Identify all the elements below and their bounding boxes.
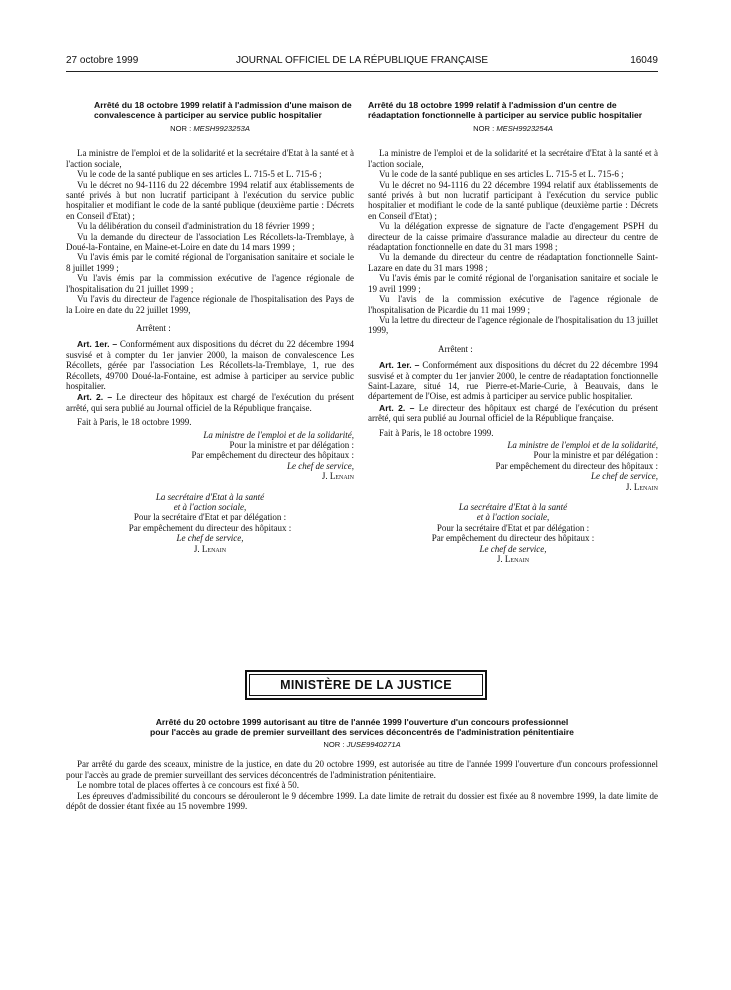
preamble-paragraph: Vu l'avis émis par le comité régional de l'organisation sanitaire et sociale le 8 juillet 1999 ;	[66, 252, 354, 273]
article-2-label: Art. 2. –	[379, 402, 415, 413]
signatory-name: J. Lenain	[625, 481, 658, 492]
arretent-heading: Arrêtent :	[438, 343, 473, 354]
preamble-paragraph: Vu le code de la santé publique en ses articles L. 715-5 et L. 715-6 ;	[379, 169, 624, 180]
ministry-heading: MINISTÈRE DE LA JUSTICE	[249, 674, 483, 696]
signature-block-secretary: La secrétaire d'Etat à la santé et à l'action sociale, Pour la secrétaire d'Etat et par délégation : Par empêchement du directeur des hôpitaux : Le chef de service, J. Lenain	[66, 492, 354, 554]
decree-title: Arrêté du 18 octobre 1999 relatif à l'admission d'une maison de convalescence à participer au service public hospitalier	[94, 100, 352, 120]
decree-paragraph: Par arrêté du garde des sceaux, ministre de la justice, en date du 20 octobre 1999, est autorisée au titre de l'année 1999 l'ouverture d'un concours professionnel pour l'accès au grade de premier surveillant des services déconcentrés de l'administration pénitentiaire.	[66, 759, 658, 780]
preamble-paragraph: Vu le code de la santé publique en ses articles L. 715-5 et L. 715-6 ;	[77, 169, 322, 180]
preamble-paragraph: Vu l'avis du directeur de l'agence régionale de l'hospitalisation des Pays de la Loire en date du 22 juillet 1999,	[66, 294, 354, 315]
article-1: Art. 1er. – Conformément aux dispositions du décret du 22 décembre 1994 susvisé et à compter du 1er janvier 2000, le centre de réadaptation fonctionnelle Saint-Lazare, situé 14, rue Pierre-et-Marie-Curie, à Beauvais, dans le département de l'Oise, est admis à participer au service public hospitalier.	[368, 360, 659, 402]
article-1-label: Art. 1er. –	[379, 360, 420, 371]
ministry-heading-box	[245, 670, 487, 700]
left-column-decree	[66, 100, 354, 554]
preamble-paragraph: Vu l'avis émis par la commission exécutive de l'agence régionale de l'hospitalisation du 21 juillet 1999 ;	[66, 273, 354, 294]
nor-code: JUSE9940271A	[346, 740, 401, 749]
article-1: Art. 1er. – Conformément aux dispositions du décret du 22 décembre 1994 susvisé et à compter du 1er janvier 2000, la maison de convalescence Les Récollets, gérée par l'association Les Récollets-la-Tremblaye, 1, rue des Récollets, 49700 Doué-la-Fontaine, est admise à participer au service public hospitalier.	[66, 339, 355, 391]
signatory-name: J. Lenain	[193, 543, 227, 554]
signature-block-minister: La ministre de l'emploi et de la solidarité, Pour la ministre et par délégation : Par empêchement du directeur des hôpitaux : Le chef de service, J. Lenain	[368, 440, 658, 492]
page-header	[66, 55, 658, 69]
nor-code: MESH9923254A	[496, 124, 553, 133]
signature-block-minister: La ministre de l'emploi et de la solidarité, Pour la ministre et par délégation : Par empêchement du directeur des hôpitaux : Le chef de service, J. Lenain	[66, 430, 354, 482]
nor-reference: NOR : MESH9923254A	[473, 124, 553, 133]
preamble-paragraph: Vu le décret no 94-1116 du 22 décembre 1994 relatif aux établissements de santé privés à but non lucratif participant à l'exécution du service public hospitalier et modifiant le code de la santé publique (deuxième partie : Décrets en Conseil d'Etat) ;	[66, 179, 354, 221]
article-2: Art. 2. – Le directeur des hôpitaux est chargé de l'exécution du présent arrêté, qui sera publié au Journal officiel de la République française.	[66, 392, 355, 413]
justice-decree	[66, 717, 658, 811]
nor-reference: NOR : JUSE9940271A	[323, 740, 401, 749]
article-1-label: Art. 1er. –	[77, 339, 118, 350]
header-page-number: 16049	[630, 55, 658, 66]
preamble-paragraph: La ministre de l'emploi et de la solidarité et la secrétaire d'Etat à la santé et à l'action sociale,	[368, 148, 658, 169]
article-2-label: Art. 2. –	[77, 392, 113, 403]
signatory-name: J. Lenain	[321, 471, 354, 482]
preamble-paragraph: Vu la demande du directeur de l'association Les Récollets-la-Tremblaye, à Doué-la-Fontaine, en Maine-et-Loire en date du 14 mars 1999 ;	[66, 231, 354, 253]
article-2: Art. 2. – Le directeur des hôpitaux est chargé de l'exécution du présent arrêté, qui sera publié au Journal officiel de la République française.	[368, 402, 659, 424]
preamble-paragraph: Vu la délibération du conseil d'administration du 18 février 1999 ;	[77, 221, 315, 232]
preamble-paragraph: Vu la demande du directeur du centre de réadaptation fonctionnelle Saint-Lazare en date du 31 mars 1998 ;	[368, 252, 658, 273]
nor-reference: NOR : MESH9923253A	[170, 124, 250, 133]
decree-title-line: Arrêté du 20 octobre 1999 autorisant au titre de l'année 1999 l'ouverture d'un concours professionnel	[155, 717, 569, 727]
header-rule	[66, 71, 658, 72]
preamble-paragraph: Vu la délégation expresse de signature de l'acte d'engagement PSPH du directeur de la caisse primaire d'assurance maladie au directeur du centre de réadaptation fonctionnelle en date du 31 mars 1998 ;	[368, 221, 658, 253]
header-date: 27 octobre 1999	[66, 55, 139, 66]
header-journal-title: JOURNAL OFFICIEL DE LA RÉPUBLIQUE FRANÇAISE	[235, 55, 489, 66]
decree-title: Arrêté du 18 octobre 1999 relatif à l'admission d'un centre de réadaptation fonctionnelle à participer au service public hospitalier	[368, 100, 643, 120]
signing-place-date: Fait à Paris, le 18 octobre 1999.	[379, 427, 494, 438]
right-column-decree	[368, 100, 658, 564]
decree-paragraph: Le nombre total de places offertes à ce concours est fixé à 50.	[77, 780, 299, 791]
preamble-paragraph: Vu l'avis de la commission exécutive de l'agence régionale de l'hospitalisation de Picardie du 11 mai 1999 ;	[368, 294, 658, 315]
decree-paragraph: Les épreuves d'admissibilité du concours se dérouleront le 9 décembre 1999. La date limite de retrait du dossier est fixée au 8 novembre 1999, la date limite de dépôt de dossier étant fixée au 15 novembre 1999.	[66, 790, 658, 812]
signature-block-secretary: La secrétaire d'Etat à la santé et à l'action sociale, Pour la secrétaire d'Etat et par délégation : Par empêchement du directeur des hôpitaux : Le chef de service, J. Lenain	[368, 502, 658, 564]
signing-place-date: Fait à Paris, le 18 octobre 1999.	[77, 417, 192, 428]
nor-code: MESH9923253A	[193, 124, 250, 133]
preamble-paragraph: La ministre de l'emploi et de la solidarité et la secrétaire d'Etat à la santé et à l'action sociale,	[66, 148, 354, 169]
preamble-paragraph: Vu la lettre du directeur de l'agence régionale de l'hospitalisation du 13 juillet 1999,	[368, 314, 658, 336]
signatory-name: J. Lenain	[496, 554, 530, 565]
decree-title-line: pour l'accès au grade de premier surveillant des services déconcentrés de l'administration pénitentiaire	[150, 727, 574, 737]
arretent-heading: Arrêtent :	[136, 322, 171, 333]
preamble-paragraph: Vu le décret no 94-1116 du 22 décembre 1994 relatif aux établissements de santé privés à but non lucratif participant à l'exécution du service public hospitalier et modifiant le code de la santé publique (deuxième partie : Décrets en Conseil d'Etat) ;	[368, 179, 658, 221]
preamble-paragraph: Vu l'avis émis par le comité régional de l'organisation sanitaire et sociale le 19 avril 1999 ;	[368, 273, 658, 294]
